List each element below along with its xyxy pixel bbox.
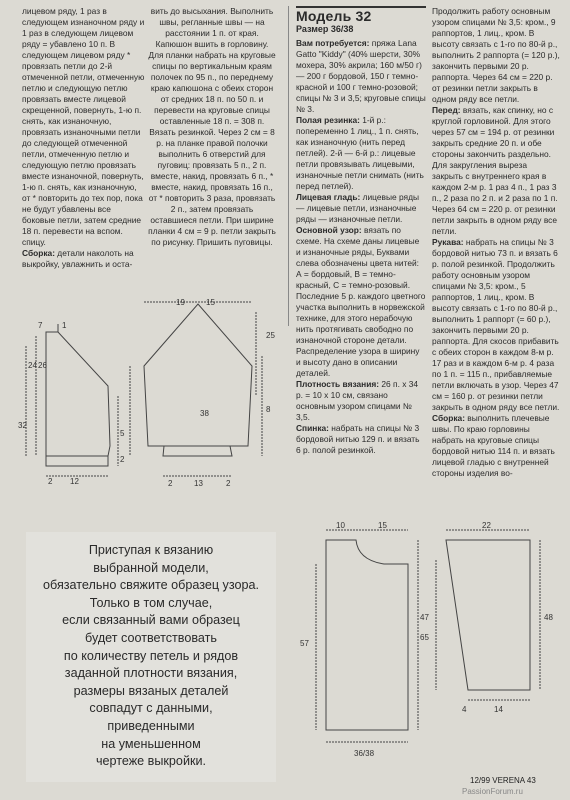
main-pattern bbox=[296, 225, 426, 379]
size-line: Размер 36/38 bbox=[296, 24, 354, 34]
text-block: лицевом ряду, 1 раз в следующем изнаночном ряду и 1 раз в следующем лицевом ряду = убавлено 10 п. В следующем лицевом ряду * провязать петли до 2-й отмеченной петли, отмеченную петлю и следующую петлю провязать вместе лицевой скрещенной, повернуть, 1-ю п. снять, как изнаночную, провязать изнаночными петли до следующей отмеченной петли, отмеченную петлю и следующую петлю провязать вместе изнаночной, повернуть, 1-ю п. снять, как изнаночную, от * повторить до тех пор, пока не будут убавлены все боковые петли, затем средние 18 п. перевести на вспом. спицу. bbox=[22, 6, 145, 247]
gauge-text: 26 п. x 34 р. = 10 x 10 см, связано основным узором спицами № 3,5. bbox=[296, 379, 419, 422]
front-piece bbox=[432, 105, 560, 237]
front-text: вязать, как спинку, но с круглой горловиной. Для этого через 57 см = 194 р. от резинки закрыть средние 20 п. и обе стороны закончить раздельно. Для закругления выреза закрыть с внутреннего края в каждом 2-м р. 1 раз 4 п., 1 раз 3 п., 2 раза по 2 п. и 2 раза по 1 п. Через 64 см = 220 р. от резинки петли закрыть в одном ряду все петли. bbox=[432, 105, 558, 236]
assembly-label-2: Сборка: bbox=[432, 413, 465, 423]
dim-label: 48 bbox=[544, 613, 553, 622]
dim-label: 12 bbox=[70, 477, 79, 486]
dim-label: 4 bbox=[462, 705, 467, 714]
notice-line: по количеству петель и рядов bbox=[63, 648, 239, 663]
gauge-label: Плотность вязания: bbox=[296, 379, 380, 389]
dim-label: 15 bbox=[378, 521, 387, 530]
notice-line: заданной плотности вязания, bbox=[64, 666, 238, 681]
sleeve-text: набрать на спицы № 3 бордовой нитью 73 п. и вязать 6 р. полой резинкой. Продолжить работу основным узором спицами № 3,5: кром., 5 раппортов, 1 лиц., кром. В высоту связать с 1-го по 80-й р., выполнить 1 раппорт (= 60 р.), закончить первыми 20 р. раппорта. Для скосов прибавить с обеих сторон в каждом 8-м р. 17 раз и в каждом 6-м р. 4 раза по 1 п. = 115 п., прибавляемые петли включать в узор. Через 47 см = 160 р. от резинки петли закрыть в одном ряду все петли. bbox=[432, 237, 560, 412]
watermark: PassionForum.ru bbox=[462, 787, 523, 796]
back-piece bbox=[296, 423, 426, 456]
notice-line: на уменьшенном bbox=[101, 736, 201, 751]
dim-label: 47 bbox=[420, 613, 429, 622]
column-divider bbox=[288, 6, 289, 326]
main-pattern-text: вязать по схеме. На схеме даны лицевые и изнаночные ряды, Буквами слева обозначены цвета нитей: А = бордовый, В = темно-красный, С = темно-розовый. Последние 5 р. каждого цветного участка выполнить в норвежской технике, для этого нерабочую нить протягивать свободно по изнаночной стороне детали. Распределение узора в ширину и высоту дано в описании деталей. bbox=[296, 225, 426, 378]
assembly-paragraph bbox=[22, 248, 145, 270]
notice-line: чертеже выкройки. bbox=[95, 754, 207, 769]
continue-text: Продолжить работу основным узором спицами № 3,5: кром., 9 раппортов, 1 лиц., кром. В высоту связать с 1-го по 80-й р., выполнить 2 раппорта (= 120 р.), закончить первыми 20 р. раппорта. Через 64 см = 220 р. от резинки петли закрыть в одном ряду все петли. bbox=[432, 6, 560, 104]
front-label: Перед: bbox=[432, 105, 461, 115]
text-block: вить до высыхания. Выполнить швы, регланные швы — на расстоянии 1 п. от края. Капюшон вшить в горловину. Для планки набрать на круговые спицы по вертикальным краям полочек по 95 п., по переднему краю капюшона с обеих сторон от средних 18 п. по 50 п. и перевести на круговые спицы оставленные 18 п. = 308 п. Вязать резинкой. Через 2 см = 8 р. на планке правой полочки выполнить 6 отверстий для пуговиц: провязать 5 п., 2 п. вместе, накид, провязать 6 п., * вместе, накид, провязать 16 п., от * повторить 3 раза, провязать 2 п., затем провязать оставшиеся петли. При ширине планки 4 см = 9 р. петли закрыть по рисунку. Пришить пуговицы. bbox=[148, 6, 276, 247]
notice-line: размеры вязаных деталей bbox=[73, 683, 229, 698]
assembly-text-2: выполнить плечевые швы. По краю горловины набрать на круговые спицы бордовой нитью 114 п. и вязать лицевой гладью с внутренней стороны изделия во- bbox=[432, 413, 555, 478]
schematic-model-32 bbox=[296, 520, 566, 770]
notice-box bbox=[26, 532, 276, 782]
dim-label: 2 bbox=[226, 479, 231, 488]
dim-label: 7 bbox=[38, 321, 43, 330]
stockinette-text: лицевые ряды — лицевые петли, изнаночные ряды — изнаночные петли. bbox=[296, 192, 419, 224]
assembly-label: Сборка: bbox=[22, 248, 55, 258]
notice-line: выбранной модели, bbox=[93, 560, 209, 575]
rib-stitch bbox=[296, 115, 426, 192]
rib-label: Полая резинка: bbox=[296, 115, 360, 125]
notice-line: Приступая к вязанию bbox=[88, 543, 214, 557]
notice-line: приведенными bbox=[107, 718, 195, 733]
materials-text: пряжа Lana Gatto "Kiddy" (40% шерсти, 30% мохера, 30% акрила; 160 м/50 г) — 200 г бордовой, 150 г темно-красной и 100 г темно-розовой; спицы № 3 и 3,5; круговые спицы № 3. bbox=[296, 38, 426, 114]
materials-label: Вам потребуется: bbox=[296, 38, 370, 48]
dim-label: 5 bbox=[120, 429, 125, 438]
column-4 bbox=[432, 6, 560, 479]
dim-label: 57 bbox=[300, 639, 309, 648]
column-2 bbox=[148, 6, 276, 248]
notice-line: обязательно свяжите образец узора. bbox=[43, 578, 259, 593]
notice-line: совпадут с данными, bbox=[89, 701, 213, 716]
stockinette bbox=[296, 192, 426, 225]
model-title: Модель 32 bbox=[296, 6, 426, 22]
notice-line: если связанный вами образец bbox=[62, 613, 240, 628]
dim-label: 2 bbox=[48, 477, 53, 486]
schematic-previous-model bbox=[18, 296, 288, 496]
assembly-piece bbox=[432, 413, 560, 479]
gauge bbox=[296, 379, 426, 423]
stockinette-label: Лицевая гладь: bbox=[296, 192, 361, 202]
back-text: набрать на спицы № 3 бордовой нитью 129 п. и вязать 6 р. полой резинкой. bbox=[296, 423, 420, 455]
sleeve-label: Рукава: bbox=[432, 237, 464, 247]
notice-line: Только в том случае, bbox=[89, 595, 213, 610]
sleeve-piece bbox=[432, 237, 560, 413]
dim-label: 24 bbox=[28, 361, 37, 370]
back-label: Спинка: bbox=[296, 423, 329, 433]
column-3 bbox=[296, 6, 426, 456]
dim-label: 32 bbox=[18, 421, 27, 430]
assembly-text: детали наколоть на выкройку, увлажнить и оста- bbox=[22, 248, 134, 269]
dim-label: 2 bbox=[168, 479, 173, 488]
dim-label: 13 bbox=[194, 479, 203, 488]
dim-label: 25 bbox=[266, 331, 275, 340]
page-footer: 12/99 VERENA 43 bbox=[470, 776, 536, 785]
materials bbox=[296, 38, 426, 115]
dim-label: 65 bbox=[420, 633, 429, 642]
main-pattern-label: Основной узор: bbox=[296, 225, 362, 235]
dim-label: 10 bbox=[336, 521, 345, 530]
dim-label: 26 bbox=[38, 361, 47, 370]
dim-label: 36/38 bbox=[354, 749, 375, 758]
dim-label: 15 bbox=[206, 298, 215, 307]
dim-label: 22 bbox=[482, 521, 491, 530]
column-1 bbox=[22, 6, 145, 270]
rib-text: 1-й р.: попеременно 1 лиц., 1 п. снять, как изнаночную (нить перед петлей). 2-й — 6-й р.: лицевые петли провязывать лицевыми, изнаночные петли снимать (нить перед петлей). bbox=[296, 115, 424, 191]
dim-label: 2 bbox=[120, 455, 125, 464]
dim-label: 14 bbox=[494, 705, 503, 714]
dim-label: 1 bbox=[62, 321, 67, 330]
dim-label: 38 bbox=[200, 409, 209, 418]
dim-label: 19 bbox=[176, 298, 185, 307]
notice-line: будет соответствовать bbox=[85, 630, 217, 645]
dim-label: 8 bbox=[266, 405, 271, 414]
